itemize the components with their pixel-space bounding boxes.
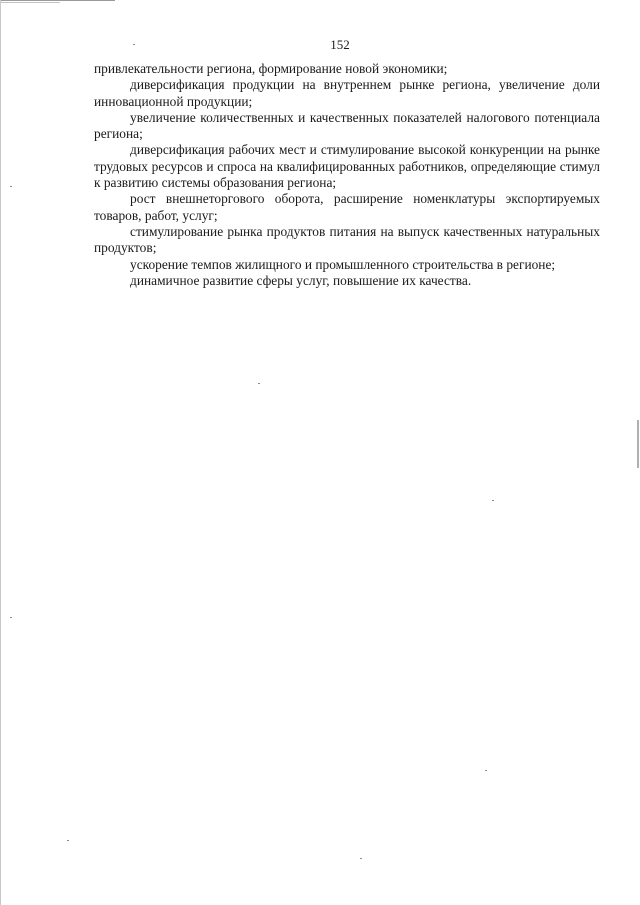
paragraph: ускорение темпов жилищного и промышленного строительства в регионе;	[130, 256, 556, 272]
scan-speck	[10, 617, 12, 618]
scan-edge-top	[0, 0, 115, 1]
scan-speck	[258, 383, 260, 384]
scan-speck	[67, 840, 69, 841]
scan-speck	[492, 500, 494, 501]
paragraph: увеличение количественных и качественных показателей налогового потенциала региона;	[94, 109, 600, 142]
paragraph: рост внешнеторгового оборота, расширение номенклатуры экспортируемых товаров, работ, услуг;	[94, 191, 600, 223]
paragraph: динамичное развитие сферы услуг, повышение их качества.	[130, 272, 472, 288]
scan-speck	[485, 770, 487, 771]
scan-edge-right	[637, 420, 639, 468]
scan-speck	[360, 858, 362, 859]
body-text	[94, 61, 600, 289]
paragraph: диверсификация рабочих мест и стимулирование высокой конкуренции на рынке трудовых ресурсов и спроса на квалифицированных работников, определяющие стимул к развитию системы образования региона;	[94, 142, 600, 191]
scan-edge-left	[0, 0, 1, 905]
page-number: 152	[330, 37, 350, 52]
paragraph: диверсификация продукции на внутреннем рынке региона, увеличение доли инновационной продукции;	[94, 77, 600, 109]
paragraph: привлекательности региона, формирование новой экономики;	[94, 61, 448, 76]
paragraph: стимулирование рынка продуктов питания на выпуск качественных натуральных продуктов;	[94, 223, 600, 256]
scan-edge-top-secondary	[0, 2, 60, 3]
scan-speck	[10, 186, 12, 187]
